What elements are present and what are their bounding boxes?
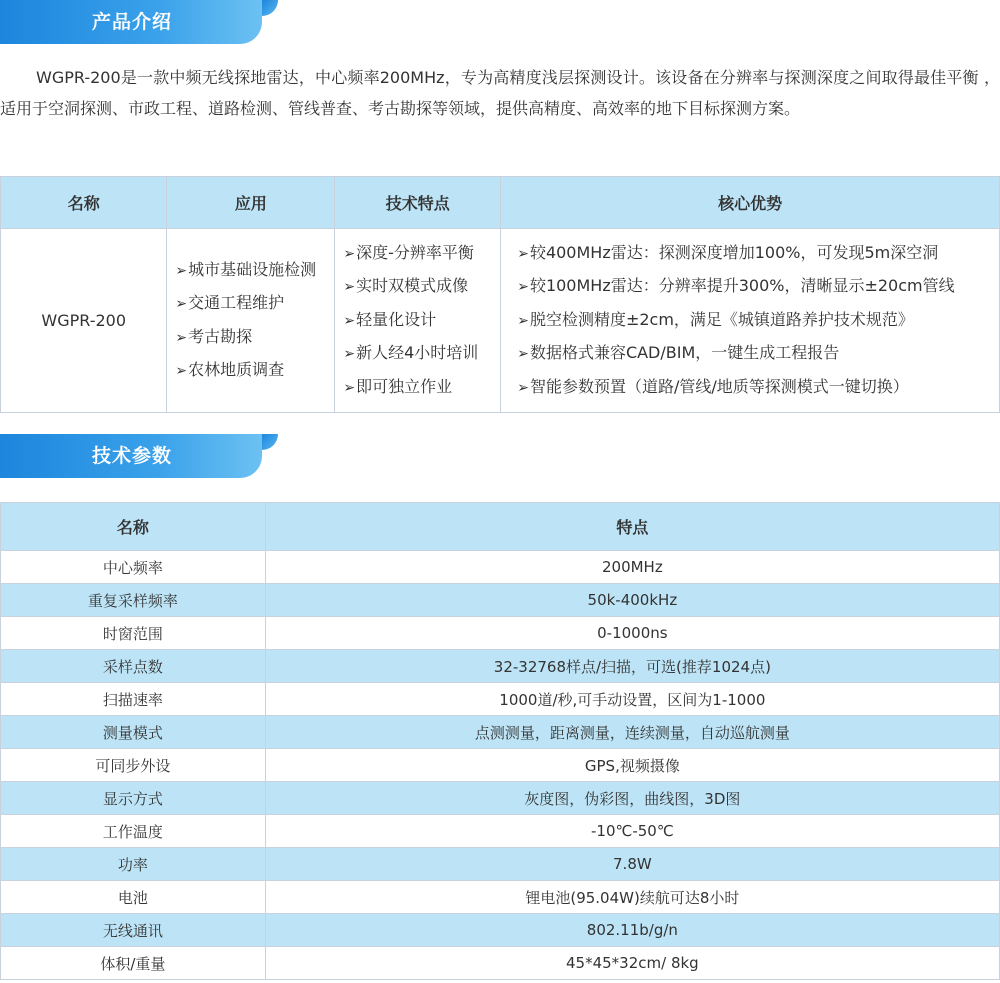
- table-row: [1, 683, 1000, 716]
- spec-value-cell: 200MHz: [265, 551, 999, 584]
- overview-table: [0, 176, 1000, 413]
- list-item: ➢ 智能参数预置（道路/管线/地质等探测模式一键切换）: [517, 371, 999, 405]
- spec-value-cell: 802.11b/g/n: [265, 914, 999, 947]
- list-item: ➢ 新人经4小时培训: [343, 337, 500, 371]
- spec-value-cell: 1000道/秒,可手动设置，区间为1-1000: [265, 683, 999, 716]
- list-item: ➢ 脱空检测精度±2cm，满足《城镇道路养护技术规范》: [517, 304, 999, 338]
- overview-header-features: 技术特点: [335, 177, 501, 229]
- table-row: [1, 749, 1000, 782]
- spec-section-title: 技术参数: [92, 445, 173, 467]
- overview-features-cell: [335, 229, 501, 413]
- table-row: [1, 881, 1000, 914]
- spec-value-cell: 点测测量，距离测量，连续测量，自动巡航测量: [265, 716, 999, 749]
- spec-name-cell: 体积/重量: [1, 947, 266, 980]
- list-item: ➢ 即可独立作业: [343, 371, 500, 405]
- spec-name-cell: 可同步外设: [1, 749, 266, 782]
- advantages-list: [501, 237, 999, 405]
- overview-applications-cell: [167, 229, 335, 413]
- spec-name-cell: 电池: [1, 881, 266, 914]
- intro-section-header: [0, 0, 280, 44]
- spec-table-body: [1, 551, 1000, 980]
- list-item: ➢ 交通工程维护: [175, 287, 334, 321]
- overview-header-applications: 应用: [167, 177, 335, 229]
- list-item: ➢ 数据格式兼容CAD/BIM，一键生成工程报告: [517, 337, 999, 371]
- spec-name-cell: 测量模式: [1, 716, 266, 749]
- applications-list: [167, 254, 334, 388]
- spec-name-cell: 中心频率: [1, 551, 266, 584]
- spec-value-cell: -10℃-50℃: [265, 815, 999, 848]
- overview-header-advantages: 核心优势: [501, 177, 1000, 229]
- spec-value-cell: 45*45*32cm/ 8kg: [265, 947, 999, 980]
- spec-name-cell: 工作温度: [1, 815, 266, 848]
- overview-header-row: [1, 177, 1000, 229]
- spec-name-cell: 重复采样频率: [1, 584, 266, 617]
- table-row: [1, 716, 1000, 749]
- table-row: [1, 947, 1000, 980]
- table-row: [1, 815, 1000, 848]
- table-row: [1, 782, 1000, 815]
- spec-value-cell: 灰度图，伪彩图，曲线图，3D图: [265, 782, 999, 815]
- features-list: [335, 237, 500, 405]
- overview-product-name: WGPR-200: [1, 229, 167, 413]
- table-row: [1, 617, 1000, 650]
- list-item: ➢ 农林地质调查: [175, 354, 334, 388]
- header-accent-icon: [262, 434, 278, 450]
- intro-paragraph: WGPR-200是一款中频无线探地雷达，中心频率200MHz，专为高精度浅层探测设计。该设备在分辨率与探测深度之间取得最佳平衡 ，适用于空洞探测、市政工程、道路检测、管线普查、考古勘探等领域，提供高精度、高效率的地下目标探测方案。: [0, 68, 1000, 118]
- list-item: ➢ 轻量化设计: [343, 304, 500, 338]
- spec-section-header: [0, 434, 280, 478]
- table-row: [1, 848, 1000, 881]
- spec-value-cell: 7.8W: [265, 848, 999, 881]
- spec-value-cell: 锂电池(95.04W)续航可达8小时: [265, 881, 999, 914]
- table-row: [1, 914, 1000, 947]
- spec-header-value: 特点: [265, 503, 999, 551]
- table-row: [1, 551, 1000, 584]
- overview-advantages-cell: [501, 229, 1000, 413]
- list-item: ➢ 城市基础设施检测: [175, 254, 334, 288]
- list-item: ➢ 深度-分辨率平衡: [343, 237, 500, 271]
- overview-row: [1, 229, 1000, 413]
- header-accent-icon: [262, 0, 278, 16]
- spec-header-row: [1, 503, 1000, 551]
- spec-name-cell: 采样点数: [1, 650, 266, 683]
- list-item: ➢ 较400MHz雷达：探测深度增加100%，可发现5m深空洞: [517, 237, 999, 271]
- intro-section-title: 产品介绍: [92, 11, 173, 33]
- spec-table: [0, 502, 1000, 980]
- list-item: ➢ 考古勘探: [175, 321, 334, 355]
- table-row: [1, 650, 1000, 683]
- spec-name-cell: 功率: [1, 848, 266, 881]
- spec-name-cell: 无线通讯: [1, 914, 266, 947]
- list-item: ➢ 较100MHz雷达：分辨率提升300%，清晰显示±20cm管线: [517, 270, 999, 304]
- spec-name-cell: 扫描速率: [1, 683, 266, 716]
- spec-header-name: 名称: [1, 503, 266, 551]
- spec-name-cell: 显示方式: [1, 782, 266, 815]
- table-row: [1, 584, 1000, 617]
- spec-value-cell: 0-1000ns: [265, 617, 999, 650]
- spec-value-cell: 32-32768样点/扫描，可选(推荐1024点): [265, 650, 999, 683]
- list-item: ➢ 实时双模式成像: [343, 270, 500, 304]
- spec-value-cell: GPS,视频摄像: [265, 749, 999, 782]
- overview-header-name: 名称: [1, 177, 167, 229]
- spec-name-cell: 时窗范围: [1, 617, 266, 650]
- spec-value-cell: 50k-400kHz: [265, 584, 999, 617]
